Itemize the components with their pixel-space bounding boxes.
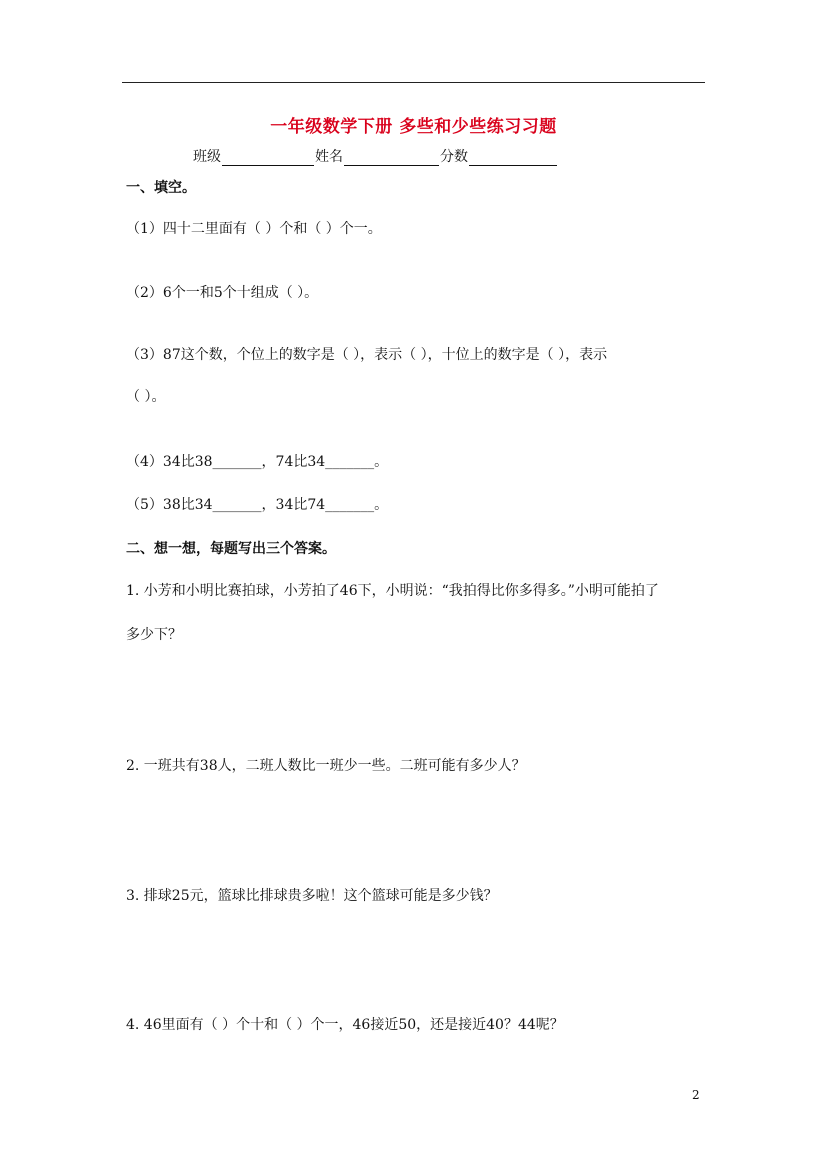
header-rule <box>122 82 705 83</box>
student-info-line <box>193 146 558 166</box>
think-question-1-continued: 多少下？ <box>126 627 182 643</box>
section-1-heading: 一、填空。 <box>126 180 196 196</box>
think-question-1: 1. 小芳和小明比赛拍球，小芳拍了46下，小明说：“我拍得比你多得多。”小明可能拍了 <box>126 583 659 599</box>
score-blank[interactable] <box>469 151 557 166</box>
fill-question-1: （1）四十二里面有（ ）个和（ ）个一。 <box>126 221 382 237</box>
think-question-3: 3. 排球25元，篮球比排球贵多啦！这个篮球可能是多少钱？ <box>126 888 498 904</box>
fill-question-3-continued: （ ）。 <box>126 389 166 405</box>
fill-question-3: （3）87这个数，个位上的数字是（ ），表示（ ），十位上的数字是（ ），表示 <box>126 347 608 363</box>
page-title: 一年级数学下册 多些和少些练习习题 <box>270 117 557 137</box>
name-blank[interactable] <box>344 151 439 166</box>
name-label: 姓名 <box>315 149 343 165</box>
class-blank[interactable] <box>222 151 314 166</box>
fill-question-2: （2）6个一和5个十组成（ ）。 <box>126 285 319 301</box>
class-label: 班级 <box>193 149 221 165</box>
fill-question-4: （4）34比38_______，74比34_______。 <box>126 454 389 470</box>
fill-question-5: （5）38比34_______，34比74_______。 <box>126 497 389 513</box>
think-question-2: 2. 一班共有38人，二班人数比一班少一些。二班可能有多少人？ <box>126 758 526 774</box>
think-question-4: 4. 46里面有（ ）个十和（ ）个一，46接近50，还是接近40？44呢？ <box>126 1017 564 1033</box>
score-label: 分数 <box>440 149 468 165</box>
section-2-heading: 二、想一想，每题写出三个答案。 <box>126 541 336 557</box>
page-number: 2 <box>692 1088 700 1102</box>
